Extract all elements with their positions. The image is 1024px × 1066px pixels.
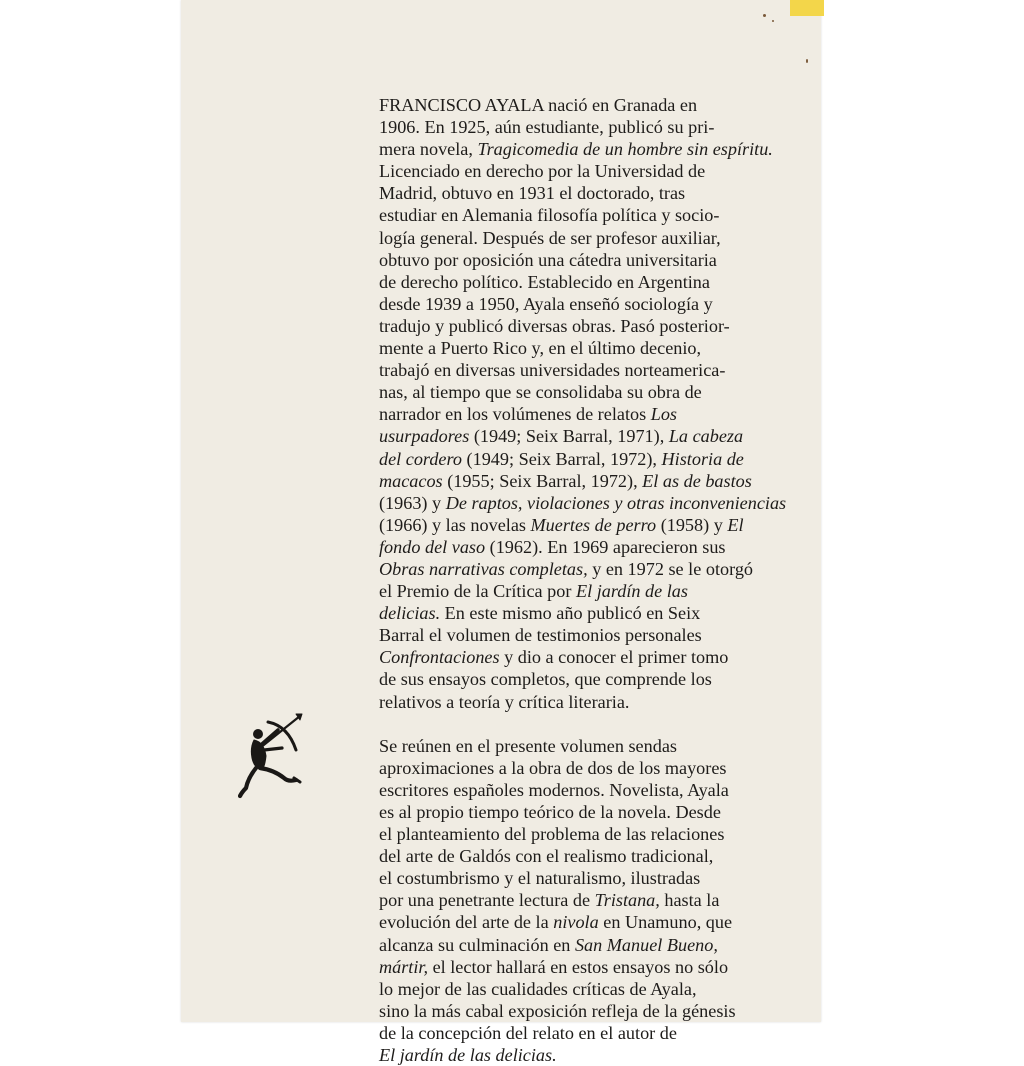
body-text: el planteamiento del problema de las relaciones xyxy=(379,824,725,845)
body-text: logía general. Después de ser profesor auxiliar, xyxy=(379,227,721,248)
body-text: relativos a teoría y crítica literaria. xyxy=(379,691,630,712)
text-line xyxy=(379,448,799,470)
text-line xyxy=(379,624,799,646)
paper-speck xyxy=(772,20,774,22)
italic-title-text: delicias. xyxy=(379,603,441,624)
italic-title-text: El as de bastos xyxy=(642,470,752,491)
body-text: (1949; Seix Barral, 1972), xyxy=(462,448,662,469)
text-line xyxy=(379,867,799,889)
text-line xyxy=(379,735,799,757)
text-line xyxy=(379,978,799,1000)
body-text: nas, al tiempo que se consolidaba su obra de xyxy=(379,382,702,403)
italic-title-text: Los xyxy=(650,404,678,425)
text-line xyxy=(379,470,799,492)
body-text: narrador en los volúmenes de relatos xyxy=(379,404,651,425)
text-line xyxy=(379,1044,799,1066)
text-line xyxy=(379,315,799,337)
body-text: mente a Puerto Rico y, en el último decenio, xyxy=(379,338,702,359)
text-line xyxy=(379,1022,799,1044)
italic-title-text: fondo del vaso xyxy=(379,536,486,557)
text-line xyxy=(379,779,799,801)
body-text: el Premio de la Crítica por xyxy=(379,581,576,602)
text-line xyxy=(379,558,799,580)
text-line xyxy=(379,182,799,204)
text-line xyxy=(379,249,799,271)
body-text: En este mismo año publicó en Seix xyxy=(440,603,701,624)
body-text: (1949; Seix Barral, 1971), xyxy=(469,426,669,447)
text-line xyxy=(379,668,799,690)
body-text: y en 1972 se le otorgó xyxy=(587,558,754,579)
text-line xyxy=(379,492,799,514)
text-line xyxy=(379,381,799,403)
body-text: trabajó en diversas universidades norteamerica- xyxy=(379,360,726,381)
italic-title-text: Historia de xyxy=(661,448,744,469)
body-text: (1963) y xyxy=(379,492,446,513)
paper-speck xyxy=(763,14,766,17)
body-text: alcanza su culminación en xyxy=(379,934,575,955)
body-text: FRANCISCO AYALA nació en Granada en xyxy=(379,95,698,115)
book-summary xyxy=(379,735,799,1066)
italic-title-text: El jardín de las xyxy=(575,581,688,602)
body-text: el costumbrismo y el naturalismo, ilustradas xyxy=(379,868,701,889)
text-line xyxy=(379,116,799,138)
body-text: 1906. En 1925, aún estudiante, publicó su pri- xyxy=(379,117,715,138)
text-line xyxy=(379,204,799,226)
running-archer-figure-icon xyxy=(238,708,310,800)
text-line xyxy=(379,823,799,845)
body-text: (1962). En 1969 aparecieron sus xyxy=(485,536,726,557)
paper-speck xyxy=(806,59,808,63)
text-line xyxy=(379,934,799,956)
body-text: del arte de Galdós con el realismo tradicional, xyxy=(379,846,714,867)
body-text: escritores españoles modernos. Novelista, Ayala xyxy=(379,779,729,800)
body-text: sino la más cabal exposición refleja de la génesis xyxy=(379,1000,736,1021)
italic-title-text: Obras narrativas completas, xyxy=(379,558,588,579)
body-text: estudiar en Alemania filosofía política y socio- xyxy=(379,205,720,226)
body-text: (1958) y xyxy=(656,514,728,535)
italic-title-text: mártir, xyxy=(379,956,429,977)
text-line xyxy=(379,138,799,160)
body-text: de sus ensayos completos, que comprende los xyxy=(379,669,712,690)
text-line xyxy=(379,160,799,182)
body-text: (1955; Seix Barral, 1972), xyxy=(442,470,643,491)
body-text: desde 1939 a 1950, Ayala enseñó sociología y xyxy=(379,293,713,314)
text-line xyxy=(379,403,799,425)
text-line xyxy=(379,845,799,867)
body-text: mera novela, xyxy=(379,139,478,160)
body-text: (1966) y las novelas xyxy=(379,514,531,535)
body-text: obtuvo por oposición una cátedra universitaria xyxy=(379,249,717,270)
italic-title-text: La cabeza xyxy=(668,426,744,447)
body-text: Se reúnen en el presente volumen sendas xyxy=(379,735,677,756)
italic-title-text: El xyxy=(727,514,744,535)
text-line xyxy=(379,911,799,933)
text-line xyxy=(379,691,799,713)
text-line xyxy=(379,580,799,602)
italic-title-text: Confrontaciones xyxy=(379,647,500,668)
text-line xyxy=(379,889,799,911)
italic-title-text: De raptos, violaciones y otras inconveniencias xyxy=(445,492,787,513)
text-line xyxy=(379,94,799,116)
body-text: de la concepción del relato en el autor de xyxy=(379,1022,677,1043)
text-line xyxy=(379,1000,799,1022)
body-text: en Unamuno, que xyxy=(598,912,733,933)
body-text: de derecho político. Establecido en Argentina xyxy=(379,271,710,292)
text-line xyxy=(379,425,799,447)
body-text: Licenciado en derecho por la Universidad de xyxy=(379,161,706,182)
body-text: Barral el volumen de testimonios personales xyxy=(379,625,702,646)
body-text: es al propio tiempo teórico de la novela. Desde xyxy=(379,802,721,822)
text-line xyxy=(379,602,799,624)
italic-title-text: macacos xyxy=(379,470,443,491)
text-line xyxy=(379,227,799,249)
text-line xyxy=(379,646,799,668)
body-text: tradujo y publicó diversas obras. Pasó posterior- xyxy=(379,315,730,336)
italic-title-text: El jardín de las delicias. xyxy=(379,1045,557,1066)
text-line xyxy=(379,271,799,293)
italic-title-text: usurpadores xyxy=(379,426,470,447)
text-line xyxy=(379,536,799,558)
body-text: lo mejor de las cualidades críticas de Ayala, xyxy=(379,978,697,999)
italic-title-text: del cordero xyxy=(379,448,462,469)
italic-title-text: Tristana, xyxy=(594,890,660,911)
text-line xyxy=(379,293,799,315)
back-cover-text xyxy=(379,94,799,1066)
text-line xyxy=(379,359,799,381)
text-line xyxy=(379,801,799,823)
body-text: hasta la xyxy=(659,890,720,911)
italic-title-text: nivola xyxy=(553,912,599,933)
italic-title-text: Tragicomedia de un hombre sin espíritu. xyxy=(477,139,773,160)
cover-corner-tab xyxy=(790,0,824,16)
text-line xyxy=(379,757,799,779)
body-text: evolución del arte de la xyxy=(379,912,554,933)
italic-title-text: San Manuel Bueno, xyxy=(574,934,718,955)
text-line xyxy=(379,337,799,359)
italic-title-text: Muertes de perro xyxy=(530,514,657,535)
body-text: el lector hallará en estos ensayos no sólo xyxy=(428,956,729,977)
text-line xyxy=(379,956,799,978)
body-text: y dio a conocer el primer tomo xyxy=(499,647,729,668)
body-text: aproximaciones a la obra de dos de los mayores xyxy=(379,757,727,778)
body-text: Madrid, obtuvo en 1931 el doctorado, tras xyxy=(379,183,686,204)
body-text: por una penetrante lectura de xyxy=(379,890,595,911)
author-biography xyxy=(379,94,799,713)
text-line xyxy=(379,514,799,536)
